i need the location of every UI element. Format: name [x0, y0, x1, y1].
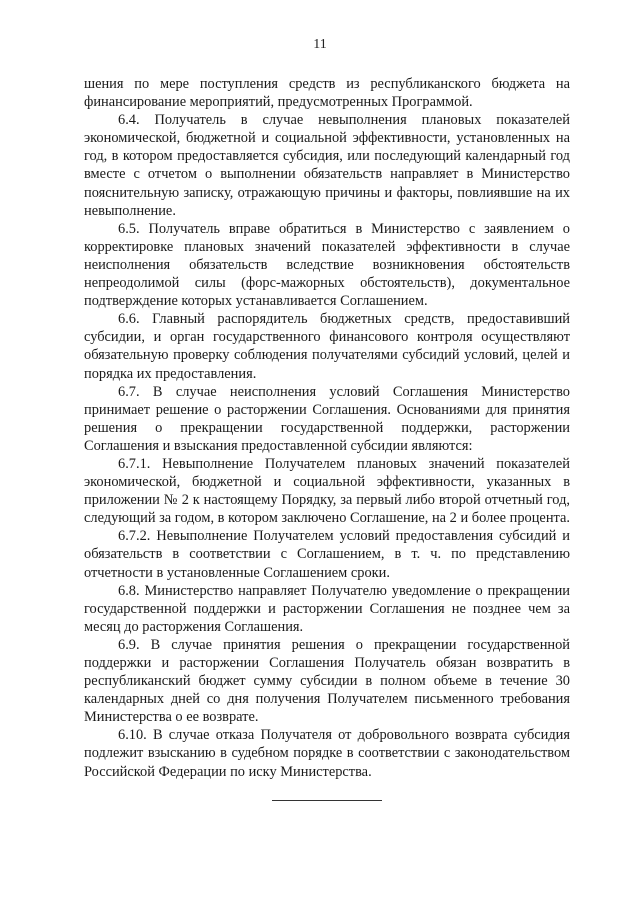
end-divider [272, 800, 382, 801]
paragraph-continuation: шения по мере поступления средств из республиканского бюджета на финансирование мероприятий, предусмотренных Программой. [84, 76, 570, 111]
paragraph-6-4: 6.4. Получатель в случае невыполнения плановых показателей экономической, бюджетной и социальной эффективности, установленных на год, в котором предоставляется субсидия, или последующий календарный год вместе с отчетом о выполнении обязательств направляет в Министерство пояснительную записку, отражающую причины и факторы, повлиявшие на их невыполнение. [84, 112, 570, 219]
paragraph-6-9: 6.9. В случае принятия решения о прекращении государственной поддержки и расторжении Соглашения Получатель обязан возвратить в республиканский бюджет сумму субсидии в полном объеме в течение 30 календарных дней со дня получения Получателем письменного требования Министерства о ее возврате. [84, 636, 570, 726]
paragraph-6-5: 6.5. Получатель вправе обратиться в Министерство с заявлением о корректировке плановых значений показателей эффективности в случае неисполнения обязательств вследствие возникновения обстоятельств непреодолимой силы (форс-мажорных обстоятельств), документальное подтверждение которых устанавливается Соглашением. [84, 220, 570, 310]
paragraph-6-7-2: 6.7.2. Невыполнение Получателем условий предоставления субсидий и обязательств в соответствии с Соглашением, в т. ч. по представлению отчетности в установленные Соглашением сроки. [84, 528, 570, 581]
paragraph-6-8: 6.8. Министерство направляет Получателю уведомление о прекращении государственной поддержки и расторжении Соглашения не позднее чем за месяц до расторжения Соглашения. [84, 582, 570, 635]
document-body [84, 75, 570, 781]
paragraph-6-6: 6.6. Главный распорядитель бюджетных средств, предоставивший субсидии, и орган государственного финансового контроля осуществляют обязательную проверку соблюдения получателями субсидий условий, целей и порядка их предоставления. [84, 311, 570, 382]
paragraph-6-7-1: 6.7.1. Невыполнение Получателем плановых значений показателей экономической, бюджетной и социальной эффективности, указанных в приложении № 2 к настоящему Порядку, за первый либо второй отчетный год, следующий за годом, в котором заключено Соглашение, на 2 и более процента. [84, 455, 570, 527]
page-number: 11 [313, 37, 327, 52]
paragraph-6-7: 6.7. В случае неисполнения условий Соглашения Министерство принимает решение о расторжении Соглашения. Основаниями для принятия решения о прекращении государственной поддержки, расторжении Соглашения и взыскания предоставленной субсидии являются: [84, 383, 570, 454]
paragraph-6-10: 6.10. В случае отказа Получателя от добровольного возврата субсидия подлежит взысканию в судебном порядке в соответствии с законодательством Российской Федерации по иску Министерства. [84, 727, 570, 780]
